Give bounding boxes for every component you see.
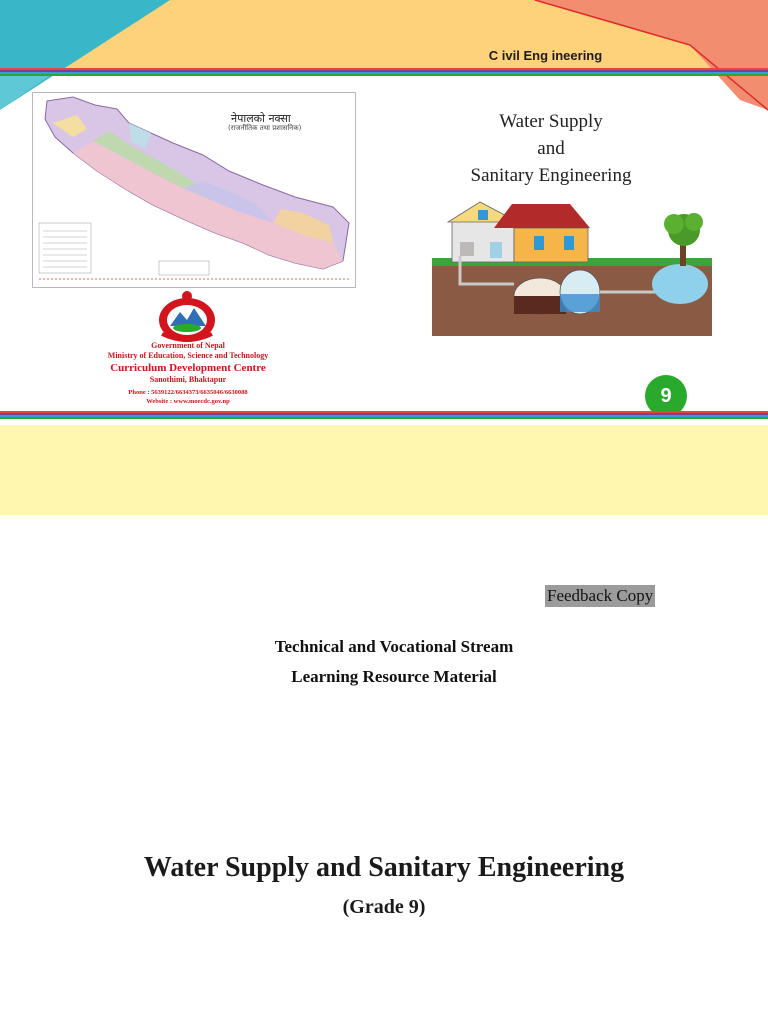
cover-title-line-3: Sanitary Engineering	[470, 165, 632, 186]
nepal-map	[32, 92, 356, 288]
stream-line-1: Technical and Vocational Stream	[274, 637, 514, 656]
nepal-emblem	[152, 290, 222, 344]
book-grade: (Grade 9)	[342, 896, 426, 918]
bottom-stripes	[0, 411, 768, 419]
cover-title	[440, 108, 662, 189]
publisher-line-1: Government of Nepal	[151, 341, 225, 350]
publisher-info	[85, 341, 291, 406]
publisher-website: Website : www.moecdc.gov.np	[146, 398, 230, 405]
map-subtitle: (राजनीतिक तथा प्रशासनिक)	[228, 124, 302, 132]
cover-subject: C ivil Eng ineering	[488, 48, 603, 63]
cover-title-line-2: and	[537, 138, 565, 159]
grade-badge: 9	[645, 375, 687, 417]
book-title: Water Supply and Sanitary Engineering	[143, 852, 625, 883]
feedback-copy-label: Feedback Copy	[547, 586, 654, 605]
publisher-line-3: Curriculum Development Centre	[110, 362, 266, 374]
top-stripes	[0, 68, 768, 76]
salmon-corner-shape	[535, 0, 768, 110]
publisher-phone: Phone : 5639122/6634373/6635046/6630088	[128, 389, 248, 396]
cover-title-line-1: Water Supply	[499, 111, 603, 132]
sanitation-illustration	[430, 200, 714, 340]
publisher-line-2: Ministry of Education, Science and Technology	[107, 351, 269, 360]
stream-line-2: Learning Resource Material	[291, 667, 497, 686]
map-title: नेपालको नक्सा	[231, 112, 291, 125]
nepal-map-graphic	[33, 93, 355, 287]
publisher-line-4: Sanothimi, Bhaktapur	[149, 375, 227, 384]
cover-back-band	[0, 425, 768, 515]
stream-heading	[0, 632, 768, 692]
